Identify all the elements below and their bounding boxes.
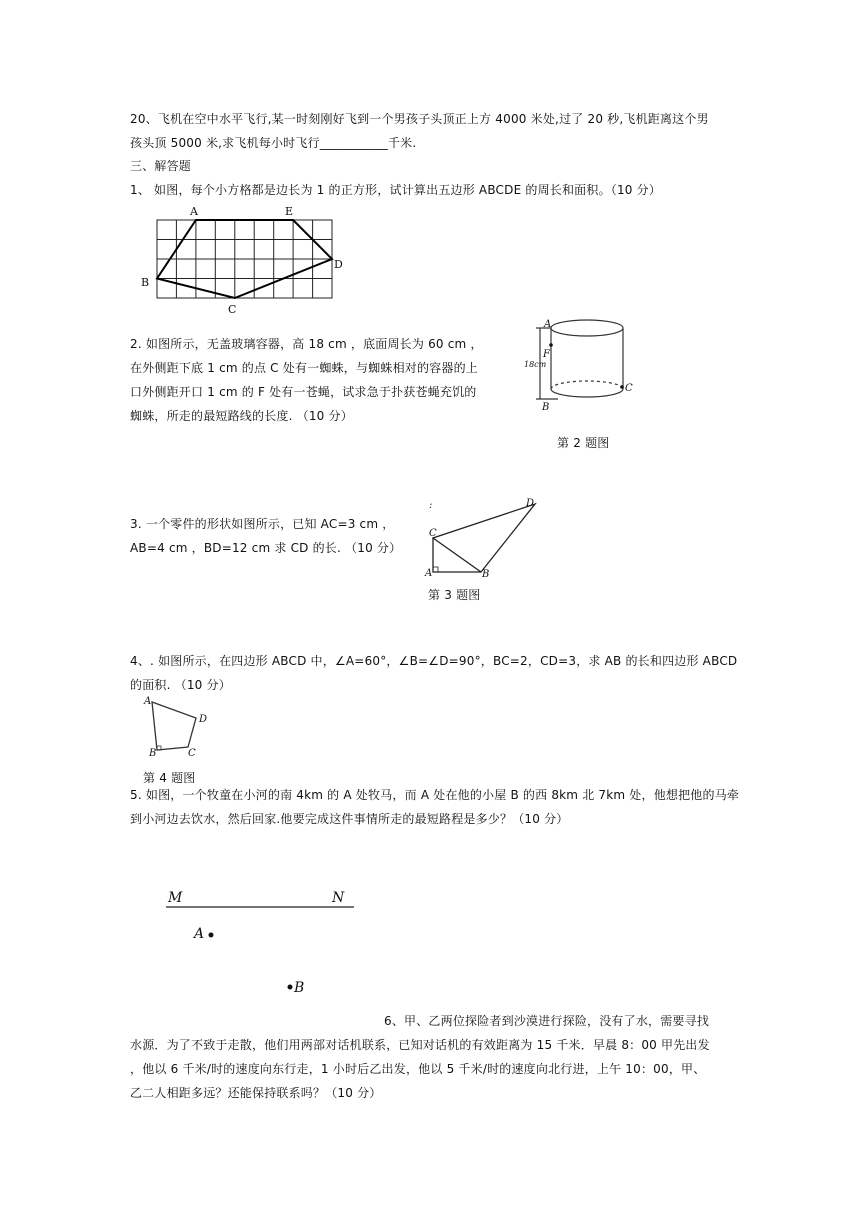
label-c: C xyxy=(429,528,437,539)
section-heading: 三、解答题 xyxy=(130,159,192,173)
label-e: E xyxy=(285,205,294,218)
q2-caption: 第 2 题图 xyxy=(557,436,610,450)
q4-caption: 第 4 题图 xyxy=(143,771,196,785)
q5-line2: 到小河边去饮水，然后回家.他要完成这件事情所走的最短路程是多少？（10 分） xyxy=(130,812,569,826)
q6-line4: 乙二人相距多远？还能保持联系吗？（10 分） xyxy=(130,1086,382,1100)
label-a: A xyxy=(144,696,152,707)
q2-line1: 2. 如图所示，无盖玻璃容器，高 18 cm ，底面周长为 60 cm ， xyxy=(130,337,483,351)
q2-line2: 在外侧距下底 1 cm 的点 C 处有一蜘蛛，与蜘蛛相对的容器的上 xyxy=(130,361,478,375)
label-c: C xyxy=(228,303,237,316)
q3-triangle-figure xyxy=(418,496,543,581)
q3-line1: 3. 一个零件的形状如图所示，已知 AC=3 cm ， xyxy=(130,517,395,531)
q2-line4: 蜘蛛，所走的最短路线的长度. （10 分） xyxy=(130,409,353,423)
q6-line1: 6、甲、乙两位探险者到沙漠进行探险，没有了水，需要寻找 xyxy=(384,1014,710,1028)
q1-grid-figure xyxy=(135,200,350,320)
label-c: C xyxy=(625,383,633,394)
q20-line1: 20、飞机在空中水平飞行,某一时刻刚好飞到一个男孩子头顶正上方 4000 米处,过了 20 秒,飞机距离这个男 xyxy=(130,112,709,126)
q4-line2: 的面积. （10 分） xyxy=(130,678,231,692)
q3-colon: : xyxy=(429,500,433,511)
label-height: 18cm xyxy=(524,360,547,369)
q5-river-figure xyxy=(160,878,370,998)
q3-caption: 第 3 题图 xyxy=(428,588,481,602)
label-b: B xyxy=(294,980,305,996)
label-d: D xyxy=(199,714,208,725)
label-a: A xyxy=(425,568,433,579)
label-b: B xyxy=(482,569,490,580)
label-n: N xyxy=(332,890,345,906)
label-a: A xyxy=(190,205,198,218)
label-b: B xyxy=(542,402,550,413)
q1-text: 1、 如图，每个小方格都是边长为 1 的正方形，试计算出五边形 ABCDE 的周长和面积。（10 分） xyxy=(130,183,662,197)
label-m: M xyxy=(168,890,183,906)
q4-line1: 4、. 如图所示，在四边形 ABCD 中，∠A=60°，∠B=∠D=90°，BC=2，CD=3，求 AB 的长和四边形 ABCD xyxy=(130,654,738,668)
label-c: C xyxy=(188,748,196,759)
q2-line3: 口外侧距开口 1 cm 的 F 处有一苍蝇，试求急于扑获苍蝇充饥的 xyxy=(130,385,477,399)
q6-line2: 水源．为了不致于走散，他们用两部对话机联系，已知对话机的有效距离为 15 千米．早晨 8：00 甲先出发 xyxy=(130,1038,710,1052)
label-b: B xyxy=(149,748,157,759)
label-b: B xyxy=(141,276,150,289)
label-f: F xyxy=(543,349,550,360)
q3-line2: AB=4 cm ，BD=12 cm 求 CD 的长. （10 分） xyxy=(130,541,402,555)
q2-cylinder-figure xyxy=(518,315,633,415)
label-d: D xyxy=(526,498,535,509)
label-d: D xyxy=(334,258,343,271)
label-a: A xyxy=(194,926,205,942)
q6-line3: ，他以 6 千米/时的速度向东行走，1 小时后乙出发，他以 5 千米/时的速度向北行进，上午 10：00，甲、 xyxy=(130,1062,706,1076)
q4-quadrilateral-figure xyxy=(140,692,220,762)
q5-line1: 5. 如图，一个牧童在小河的南 4km 的 A 处牧马，而 A 处在他的小屋 B 的西 8km 北 7km 处，他想把他的马牵 xyxy=(130,788,740,802)
q20-line2: 孩头顶 5000 米,求飞机每小时飞行___________千米. xyxy=(130,136,417,150)
label-a: A xyxy=(544,319,552,330)
